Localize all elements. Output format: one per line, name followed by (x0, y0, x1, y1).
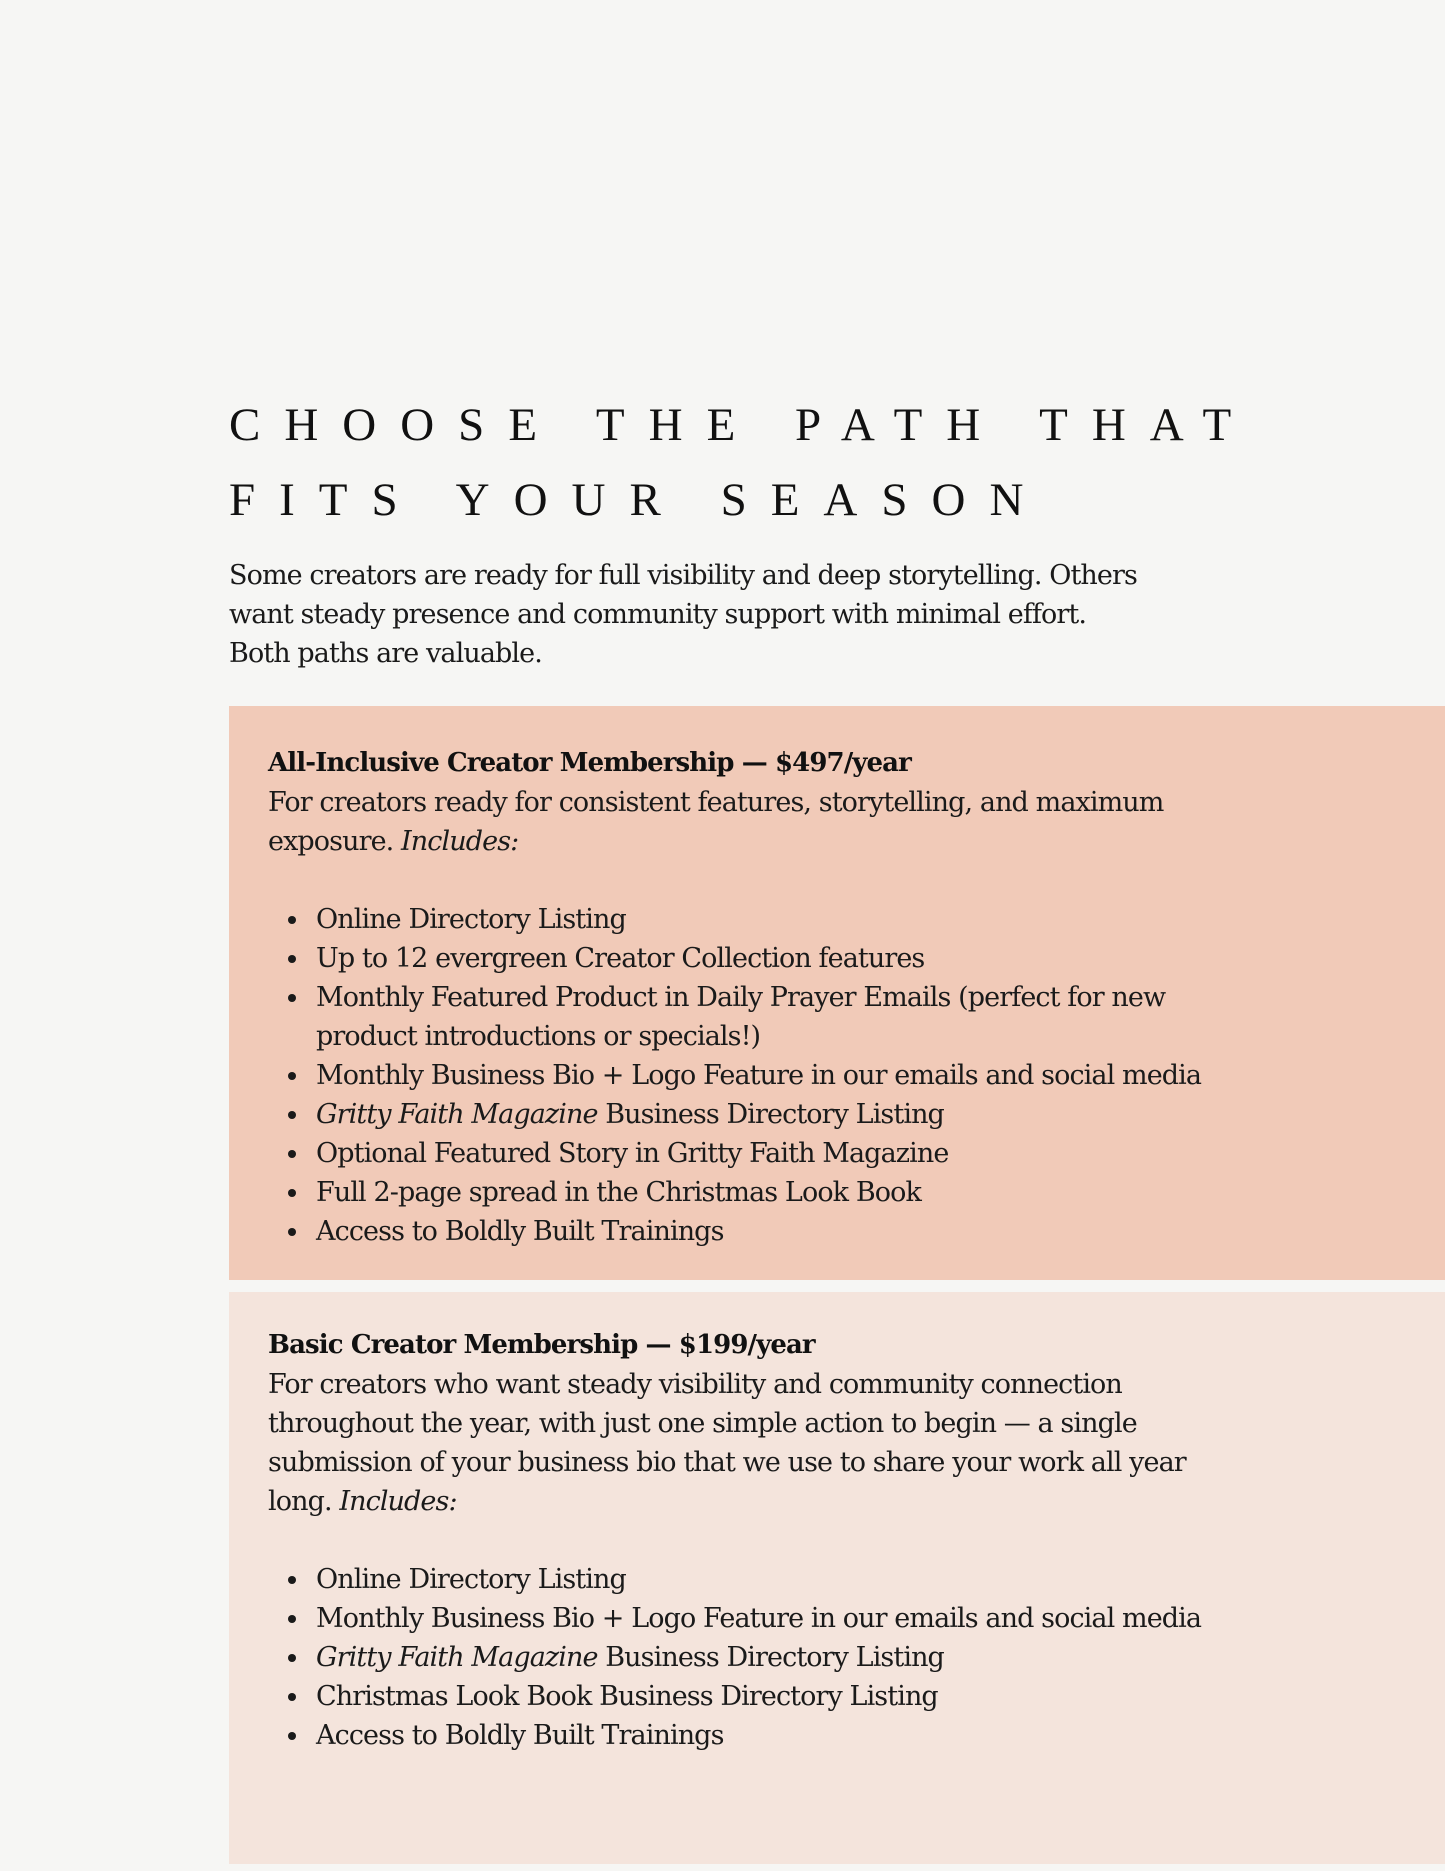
feature-text: Christmas Look Book Business Directory Listing (316, 1681, 938, 1712)
bullet-icon (288, 994, 296, 1002)
description-text: exposure. (268, 826, 394, 857)
magazine-name: Gritty Faith Magazine (316, 1642, 598, 1673)
description-line: throughout the year, with just one simple action to begin — a single (268, 1408, 1137, 1439)
feature-text: Optional Featured Story in Gritty Faith Magazine (316, 1138, 949, 1169)
list-item (268, 939, 1445, 978)
description-line: submission of your business bio that we use to share your work all year (268, 1447, 1186, 1478)
intro-line: want steady presence and community support with minimal effort. (229, 599, 1087, 630)
feature-list (268, 1560, 1445, 1755)
description-line: For creators ready for consistent features, storytelling, and maximum (268, 787, 1164, 818)
all-inclusive-membership-panel (229, 706, 1445, 1280)
membership-description (268, 783, 1445, 861)
bullet-icon (288, 1732, 296, 1740)
basic-membership-panel (229, 1292, 1445, 1864)
bullet-icon (288, 1228, 296, 1236)
description-line (268, 822, 1445, 861)
feature-text: Monthly Business Bio + Logo Feature in our emails and social media (316, 1603, 1202, 1634)
intro-line: Some creators are ready for full visibility and deep storytelling. Others (229, 560, 1137, 591)
bullet-icon (288, 1615, 296, 1623)
membership-description (268, 1365, 1445, 1521)
feature-text: Access to Boldly Built Trainings (316, 1720, 724, 1751)
membership-title: Basic Creator Membership — $199/year (268, 1330, 815, 1360)
bullet-icon (288, 955, 296, 963)
page-title (229, 388, 1256, 538)
bullet-icon (288, 1576, 296, 1584)
list-item (268, 1716, 1445, 1755)
includes-label: Includes: (339, 1486, 457, 1517)
list-item (268, 1095, 1445, 1134)
feature-text: Access to Boldly Built Trainings (316, 1216, 724, 1247)
intro-paragraph (229, 556, 1239, 673)
list-item (268, 1212, 1445, 1251)
feature-text: Monthly Business Bio + Logo Feature in our emails and social media (316, 1060, 1202, 1091)
bullet-icon (288, 1693, 296, 1701)
feature-text-continued: product introductions or specials!) (316, 1021, 761, 1052)
feature-text: Online Directory Listing (316, 1564, 626, 1595)
page-title-line: FITS YOUR SEASON (229, 474, 1048, 526)
feature-text: Monthly Featured Product in Daily Prayer Emails (perfect for new (316, 982, 1166, 1013)
list-item (268, 1677, 1445, 1716)
membership-title: All-Inclusive Creator Membership — $497/year (268, 748, 911, 778)
feature-text: Full 2-page spread in the Christmas Look Book (316, 1177, 921, 1208)
description-line: For creators who want steady visibility and community connection (268, 1369, 1122, 1400)
list-item (268, 1134, 1445, 1173)
list-item (268, 1599, 1445, 1638)
description-line (268, 1482, 1445, 1521)
feature-text: Up to 12 evergreen Creator Collection features (316, 943, 925, 974)
intro-line: Both paths are valuable. (229, 638, 542, 669)
includes-label: Includes: (401, 826, 519, 857)
list-item (268, 1560, 1445, 1599)
bullet-icon (288, 1072, 296, 1080)
list-item (268, 1173, 1445, 1212)
list-item (268, 1056, 1445, 1095)
bullet-icon (288, 1111, 296, 1119)
bullet-icon (288, 1189, 296, 1197)
bullet-icon (288, 1150, 296, 1158)
list-item (268, 900, 1445, 939)
feature-list (268, 900, 1445, 1251)
feature-text: Business Directory Listing (597, 1642, 944, 1673)
bullet-icon (288, 1654, 296, 1662)
magazine-name: Gritty Faith Magazine (316, 1099, 598, 1130)
list-item (268, 978, 1445, 1056)
bullet-icon (288, 916, 296, 924)
description-text: long. (268, 1486, 332, 1517)
feature-text: Online Directory Listing (316, 904, 626, 935)
page-title-line: CHOOSE THE PATH THAT (229, 399, 1256, 451)
feature-text: Business Directory Listing (597, 1099, 944, 1130)
list-item (268, 1638, 1445, 1677)
